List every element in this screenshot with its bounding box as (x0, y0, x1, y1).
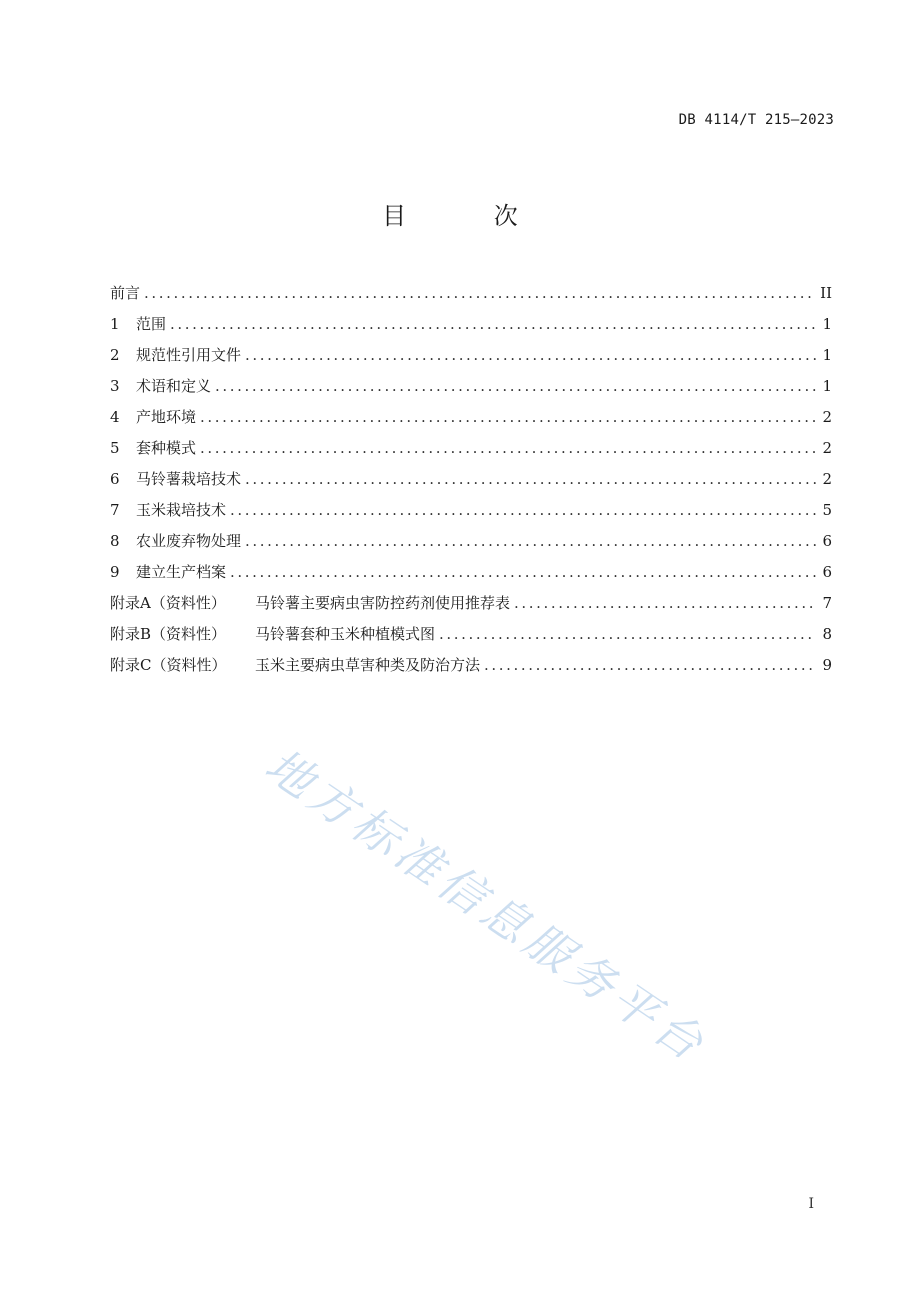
toc-entry-8[interactable] (110, 526, 832, 557)
toc-entry-number: 1 (110, 315, 120, 333)
toc-entry-appendix-b[interactable] (110, 619, 832, 650)
toc-appendix-label: 附录C（资料性） (110, 656, 227, 674)
toc-entry-label: 建立生产档案 (136, 563, 227, 581)
toc-dot-leader (245, 464, 816, 495)
toc-entry-page: 1 (822, 346, 832, 364)
toc-entry-label: 产地环境 (136, 408, 197, 426)
toc-title: 目 次 (382, 202, 558, 230)
toc-entry-page: 8 (822, 625, 832, 643)
toc-entry-number: 7 (110, 501, 120, 519)
table-of-contents (110, 278, 832, 681)
toc-entry-label: 规范性引用文件 (136, 346, 242, 364)
toc-entry-number: 3 (110, 377, 120, 395)
toc-entry-9[interactable] (110, 557, 832, 588)
toc-entry-6[interactable] (110, 464, 832, 495)
toc-entry-appendix-a[interactable] (110, 588, 832, 619)
toc-entry-label: 玉米主要病虫草害种类及防治方法 (255, 656, 481, 674)
toc-entry-label: 马铃薯主要病虫害防控药剂使用推荐表 (255, 594, 511, 612)
toc-entry-page: 2 (822, 470, 832, 488)
toc-dot-leader (245, 526, 816, 557)
toc-entry-2[interactable] (110, 340, 832, 371)
toc-entry-7[interactable] (110, 495, 832, 526)
toc-entry-foreword[interactable] (110, 278, 832, 309)
toc-entry-number: 2 (110, 346, 120, 364)
toc-entry-page: 2 (822, 408, 832, 426)
toc-dot-leader (514, 588, 816, 619)
toc-dot-leader (230, 495, 816, 526)
toc-entry-label: 术语和定义 (136, 377, 212, 395)
toc-entry-page: 9 (822, 656, 832, 674)
toc-entry-1[interactable] (110, 309, 832, 340)
toc-entry-label: 马铃薯栽培技术 (136, 470, 242, 488)
toc-entry-label: 套种模式 (136, 439, 197, 457)
watermark: 地方标准信息服务平台 (255, 737, 717, 1074)
toc-dot-leader (170, 309, 816, 340)
toc-entry-5[interactable] (110, 433, 832, 464)
toc-entry-label: 范围 (136, 315, 167, 333)
toc-dot-leader (144, 278, 814, 309)
toc-entry-page: 1 (822, 315, 832, 333)
toc-entry-page: 6 (822, 563, 832, 581)
toc-entry-label: 玉米栽培技术 (136, 501, 227, 519)
toc-entry-page: 6 (822, 532, 832, 550)
toc-entry-number: 6 (110, 470, 120, 488)
toc-entry-appendix-c[interactable] (110, 650, 832, 681)
toc-dot-leader (439, 619, 816, 650)
toc-entry-page: 5 (822, 501, 832, 519)
toc-entry-4[interactable] (110, 402, 832, 433)
toc-entry-number: 4 (110, 408, 120, 426)
document-code: DB 4114/T 215—2023 (678, 112, 834, 128)
toc-entry-page: 1 (822, 377, 832, 395)
toc-dot-leader (245, 340, 816, 371)
toc-entry-number: 8 (110, 532, 120, 550)
toc-dot-leader (484, 650, 816, 681)
toc-dot-leader (230, 557, 816, 588)
toc-entry-page: 2 (822, 439, 832, 457)
toc-entry-number: 9 (110, 563, 120, 581)
toc-appendix-label: 附录A（资料性） (110, 594, 226, 612)
toc-entry-label: 农业废弃物处理 (136, 532, 242, 550)
page-number: I (808, 1196, 814, 1212)
toc-entry-number: 5 (110, 439, 120, 457)
toc-entry-3[interactable] (110, 371, 832, 402)
toc-dot-leader (200, 402, 816, 433)
toc-entry-label: 马铃薯套种玉米种植模式图 (255, 625, 436, 643)
toc-appendix-label: 附录B（资料性） (110, 625, 227, 643)
toc-dot-leader (200, 433, 816, 464)
toc-entry-page: II (820, 284, 832, 302)
toc-entry-label: 前言 (110, 284, 141, 302)
toc-entry-page: 7 (822, 594, 832, 612)
toc-dot-leader (215, 371, 816, 402)
